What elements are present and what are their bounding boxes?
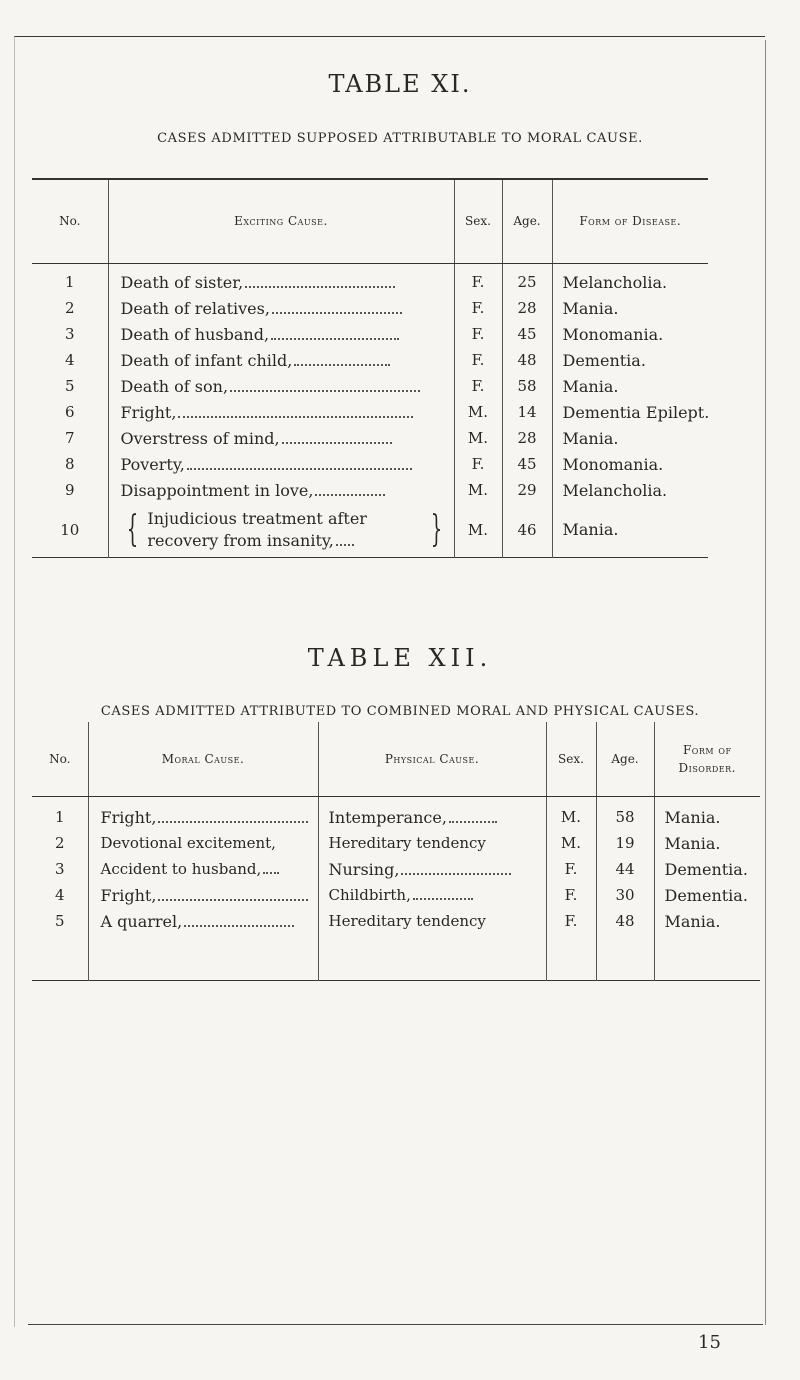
table-row: 5 Death of son, F. 58 Mania. [32,373,708,399]
table-xii [32,722,760,981]
col-header-age: Age. [502,179,552,263]
col-header-no: No. [32,722,88,796]
col-header-exciting-cause: Exciting Cause. [108,179,454,263]
col-header-age: Age. [596,722,654,796]
table-row: 5 A quarrel, Hereditary tendency F. 48 Mania. [32,908,760,934]
table-xi-title: TABLE XI. [328,70,472,98]
table-row: 3 Accident to husband, Nursing, F. 44 Dementia. [32,856,760,882]
table-row: 1 Death of sister, F. 25 Melancholia. [32,269,708,295]
page-border-right [765,40,766,1325]
table-row: 2 Death of relatives, F. 28 Mania. [32,295,708,321]
col-header-form-of-disease: Form of Disease. [552,179,708,263]
table-xii-title: TABLE XII. [307,644,493,672]
col-header-sex: Sex. [454,179,502,263]
table-row: 4 Fright, Childbirth, F. 30 Dementia. [32,882,760,908]
page-border-bottom [28,1324,763,1325]
page-number: 15 [698,1332,721,1353]
table-row: 6 Fright, M. 14 Dementia Epilept. [32,399,708,425]
table-row: 3 Death of husband, F. 45 Monomania. [32,321,708,347]
table-row: 9 Disappointment in love, M. 29 Melancholia. [32,477,708,503]
table-row: 2 Devotional excitement, Hereditary tendency M. 19 Mania. [32,830,760,856]
table-row: 1 Fright, Intemperance, M. 58 Mania. [32,804,760,830]
table-row: 8 Poverty, F. 45 Monomania. [32,451,708,477]
col-header-no: No. [32,179,108,263]
table-row: 4 Death of infant child, F. 48 Dementia. [32,347,708,373]
col-header-physical-cause: Physical Cause. [318,722,546,796]
col-header-form-of-disorder: Form of Disorder. [654,722,760,796]
table-row: 7 Overstress of mind, M. 28 Mania. [32,425,708,451]
table-xi [32,178,708,558]
col-header-moral-cause: Moral Cause. [88,722,318,796]
table-xii-subtitle: CASES ADMITTED ATTRIBUTED TO COMBINED MORAL AND PHYSICAL CAUSES. [100,704,700,719]
table-row: 10 { Injudicious treatment after recovery from insanity, } M. 46 Mania. [32,503,708,557]
col-header-sex: Sex. [546,722,596,796]
table-xi-subtitle: CASES ADMITTED SUPPOSED ATTRIBUTABLE TO MORAL CAUSE. [157,131,643,146]
